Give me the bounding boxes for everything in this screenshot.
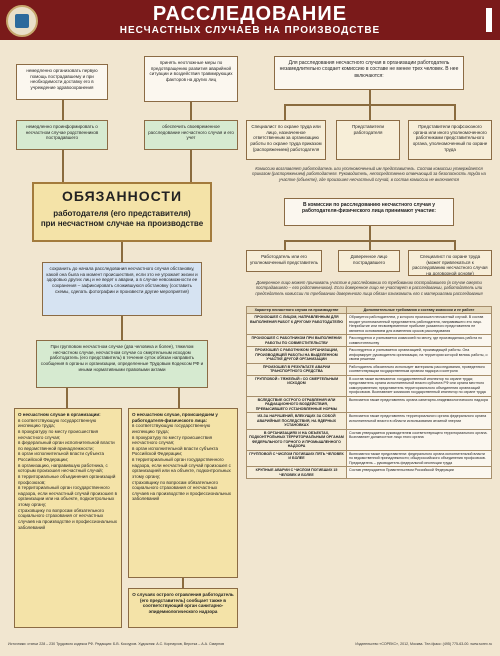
individual-notify-title: О несчастном случае, происшедшем у работодателя-физического лица: bbox=[132, 412, 218, 423]
table-cell: Состав утверждается руководителем соответствующего территориального органа. Возглавляет должностное лицо этого органа bbox=[347, 429, 492, 450]
table-cell: Образуется работодателем, у которого произошел несчастный случай. В состав входит уполномоченный представитель работодателя, направившего это лицо. Неприбытие или несвоевременное прибытие указанного представителя не является основанием для изменения сроков расследования bbox=[347, 314, 492, 335]
commission-intro: Для расследования несчастного случая в организации работодатель незамедлительно создает комиссию в составе не менее трех человек. В нее включаются: bbox=[274, 56, 464, 90]
table-cell: ИЗ-ЗА НАРУШЕНИЙ, ВЛЕКУЩИХ ЗА СОБОЙ АВАРИЙНЫЕ ПОСЛЕДСТВИЯ, НА ЯДЕРНЫХ УСТАНОВКАХ bbox=[247, 413, 347, 429]
member-trustee: Доверенное лицо пострадавшего bbox=[338, 250, 400, 272]
box-group-case: При групповом несчастном случае (два человека и более), тяжелом несчастном случае, несчастном случае со смертельным исходом работодатель (его представитель) в течение суток обязан направить сообщения в органы и организации, определенные Трудовым Кодексом РФ и иными нормативными правовыми актами bbox=[36, 340, 208, 388]
org-notify-item: в прокуратуру по месту происшествия несчастного случая; bbox=[18, 428, 99, 440]
box-poisoning-note: О случаях острого отравления работодатель (его представитель) сообщает также в соответствующий орган санитарно-эпидемиологического надзора bbox=[128, 588, 238, 628]
arrow bbox=[190, 102, 192, 120]
individual-notify-item: в соответствующую государственную инспекцию труда; bbox=[132, 423, 211, 434]
arrow bbox=[369, 90, 371, 104]
decor-bar bbox=[486, 8, 492, 32]
table-row bbox=[247, 314, 492, 335]
member-specialist: Специалист по охране труда (может привлекаться к расследованию несчастного случая на договорной основе) bbox=[408, 250, 492, 276]
individual-notify-item: в орган исполнительной власти субъекта Российской Федерации; bbox=[132, 445, 219, 457]
table-row bbox=[247, 450, 492, 466]
org-notify-title: О несчастном случае в организации: bbox=[18, 412, 101, 417]
table-cell: ПРОИЗОШЕЛ С РАБОТНИКОМ ПРИ ВЫПОЛНЕНИИ РАБОТЫ ПО СОВМЕСТИТЕЛЬСТВУ bbox=[247, 335, 347, 347]
right-column bbox=[244, 44, 494, 634]
org-notify-item: в территориальные объединения организаций профсоюзов; bbox=[18, 473, 116, 485]
individual-commission-intro: В комиссии по расследованию несчастного случая у работодателя-физического лица принимают участие: bbox=[284, 198, 454, 226]
table-cell: ГРУППОВОЙ С ЧИСЛОМ ПОГИБШИХ ПЯТЬ ЧЕЛОВЕК И БОЛЕЕ bbox=[247, 450, 347, 466]
table-cell: ГРУППОВОЙ • ТЯЖЕЛЫЙ • СО СМЕРТЕЛЬНЫМ ИСХОДОМ bbox=[247, 375, 347, 396]
table-cell: Работодатель обязательно использует материалы расследования, проведенного соответствующим государственным органом надзора и контроля bbox=[347, 363, 492, 375]
table-header-cell: Дополнительные требования к составу комиссии и ее работе bbox=[347, 307, 492, 314]
table-row bbox=[247, 429, 492, 450]
table-cell: Включается также представитель территориального органа федерального органа исполнительной власти в области использования атомной энергии bbox=[347, 413, 492, 429]
table-row bbox=[247, 335, 492, 347]
duties-box bbox=[32, 182, 212, 242]
arrow bbox=[121, 242, 123, 262]
arrow bbox=[284, 104, 286, 120]
left-column bbox=[6, 44, 238, 634]
box-first-aid: немедленно организовать первую помощь пострадавшему и при необходимости доставку его в учреждение здравоохранения bbox=[16, 64, 108, 100]
org-notify-item: в федеральный орган исполнительной власти по ведомственной принадлежности; bbox=[18, 440, 115, 451]
arrow bbox=[454, 104, 456, 120]
arrow bbox=[62, 150, 64, 182]
individual-notify-item: в прокуратуру по месту происшествия несчастного случая; bbox=[132, 434, 213, 446]
box-org-notify bbox=[14, 408, 122, 628]
page-title: РАССЛЕДОВАНИЕ bbox=[152, 3, 348, 25]
requirements-table bbox=[246, 306, 492, 479]
table-cell: ПРОИЗОШЕЛ С ЛИЦОМ, НАПРАВЛЕННЫМ ДЛЯ ВЫПОЛНЕНИЯ РАБОТ К ДРУГОМУ РАБОТОДАТЕЛЮ bbox=[247, 314, 347, 335]
table-row bbox=[247, 467, 492, 479]
table-cell: Включаются также представители: федерального органа исполнительной власти по ведомственной принадлежности; общероссийского объединения профсоюзов. Председатель – руководитель федеральной инспекции труда bbox=[347, 450, 492, 466]
box-inform-relatives: немедленно проинформировать о несчастном случае родственников пострадавшего bbox=[16, 120, 108, 150]
footer bbox=[0, 640, 500, 656]
arrow bbox=[369, 240, 371, 250]
footer-publisher: Издательство «СОРЕКС», 2012, Москва. Тел./факс: (495) 775-63-00. www.sorex.ru bbox=[355, 642, 492, 646]
individual-notify-item: страховщику по вопросам обязательного социального страхования от несчастных случаев на производстве и профессиональных заболеваний bbox=[132, 479, 232, 502]
table-row bbox=[247, 375, 492, 396]
footer-credits: Источники: статьи 228 – 230 Трудового кодекса РФ. Редакция: Б.В. Косоуров. Художник: А.С. Корнаухов, Верстка – А.А. Смирнов bbox=[8, 642, 224, 646]
arrow bbox=[454, 240, 456, 250]
member-safety-specialist: Специалист по охране труда или лицо, назначенное ответственным за организацию работы по охране труда приказом (распоряжением) работодателя bbox=[246, 120, 326, 160]
arrow bbox=[369, 104, 371, 120]
arrow bbox=[66, 388, 68, 408]
table-row bbox=[247, 363, 492, 375]
table-row bbox=[247, 413, 492, 429]
member-employer-reps: Представители работодателя bbox=[336, 120, 400, 160]
arrow bbox=[369, 226, 371, 240]
table-cell: Состав утверждается Правительством Российской Федерации bbox=[347, 467, 492, 479]
arrow bbox=[284, 240, 286, 250]
box-urgent-measures: принять неотложные меры по предотвращению развития аварийной ситуации и воздействия травмирующих факторов на других лиц bbox=[144, 56, 238, 102]
table-cell: ВСЛЕДСТВИЕ ОСТРОГО ОТРАВЛЕНИЯ ИЛИ РАДИАЦИОННОГО ВОЗДЕЙСТВИЯ, ПРЕВЫСИВШЕГО УСТАНОВЛЕННЫЕ НОРМЫ bbox=[247, 396, 347, 412]
table-cell: ПРОИЗОШЕЛ С РАБОТНИКОМ ОРГАНИЗАЦИИ, ПРОИЗВОДЯЩЕЙ РАБОТЫ НА ВЫДЕЛЕННОМ УЧАСТКЕ ДРУГОЙ ОРГАНИЗАЦИИ bbox=[247, 347, 347, 363]
table-cell: Расследуется и учитывается комиссией по месту, где производилась работа по совместительству bbox=[347, 335, 492, 347]
individual-notify-item: в территориальный орган государственного надзора, если несчастный случай произошел с организацией или на объекте, подконтрольных этому органу; bbox=[132, 457, 231, 479]
table-cell: В состав также включаются: государственный инспектор по охране труда; представитель органа исполнительной власти субъекта РФ или органа местного самоуправления; представитель территориального объединения организаций профсоюзов. Возглавляет комиссию государственный инспектор по охране труда bbox=[347, 375, 492, 396]
table-cell: В ОРГАНИЗАЦИЯХ И НА ОБЪЕКТАХ, ПОДКОНТРОЛЬНЫХ ТЕРРИТОРИАЛЬНЫМ ОРГАНАМ ФЕДЕРАЛЬНОГО ГОРНОГО И ПРОМЫШЛЕННОГО НАДЗОРА bbox=[247, 429, 347, 450]
org-notify-item: в территориальный орган государственного надзора, если несчастный случай произошел в организации или на объекте, подконтрольных этому органу; bbox=[18, 485, 118, 507]
box-preserve-scene: сохранить до начала расследования несчастного случая обстановку, какой она была на момент происшествия, если это не угрожает жизни и здоровью других лиц и не ведет к аварии, а в случае невозможности ее сохранения – зафиксировать сложившуюся обстановку (составить схемы, сделать фотографии и произвести другие мероприятия) bbox=[42, 262, 202, 316]
header bbox=[0, 0, 500, 40]
table-cell: КРУПНЫЕ АВАРИИ С ЧИСЛОМ ПОГИБШИХ 15 ЧЕЛОВЕК И БОЛЕЕ bbox=[247, 467, 347, 479]
box-individual-notify bbox=[128, 408, 238, 578]
arrow bbox=[178, 388, 180, 408]
org-notify-item: страховщику по вопросам обязательного социального страхования от несчастных случаев на производстве и профессиональных заболеваний bbox=[18, 507, 118, 530]
org-notify-item: в организацию, направившую работника, с которым произошел несчастный случай; bbox=[18, 462, 108, 474]
commission-note: Комиссию возглавляет работодатель или уполномоченный им представитель. Состав комиссии утверждается приказом (распоряжением) работодателя. Руководитель, непосредственно отвечающий за безопасность труда на участке (объекте), где произошел несчастный случай, в состав комиссии не включается bbox=[252, 166, 486, 182]
arrow bbox=[190, 150, 192, 182]
trustee-note: Доверенное лицо может принимать участие в расследовании по требованию пострадавшего (в случае смерти пострадавшего – его родственников). Если доверенное лицо не участвует в расследовании, работодатель или председатель комиссии по требованию доверенного лица обязан ознакомить его с материалами расследования bbox=[255, 280, 483, 296]
duties-line2: при несчастном случае на производстве bbox=[40, 218, 204, 228]
table-cell: ПРОИЗОШЕЛ В РЕЗУЛЬТАТЕ АВАРИИ ТРАНСПОРТНОГО СРЕДСТВА bbox=[247, 363, 347, 375]
arrow bbox=[121, 316, 123, 340]
member-union-reps: Представители профсоюзного органа или иного уполномоченного работниками представительного органа, уполномоченный по охране труда bbox=[408, 120, 492, 160]
table-row bbox=[247, 347, 492, 363]
arrow bbox=[182, 578, 184, 588]
table-cell: Расследуется и учитывается организацией, производящей работы. Она информирует руководителя организации, на территории которой велись работы, о своем решении bbox=[347, 347, 492, 363]
member-employer: Работодатель или его уполномоченный представитель bbox=[246, 250, 322, 272]
box-investigation: обеспечить своевременное расследование несчастного случая и его учет bbox=[144, 120, 238, 150]
org-notify-item: в соответствующую государственную инспекцию труда; bbox=[18, 417, 97, 429]
arrow bbox=[62, 100, 64, 120]
duties-title: ОБЯЗАННОСТИ bbox=[61, 188, 183, 204]
table-header bbox=[247, 307, 492, 314]
org-notify-item: в орган исполнительной власти субъекта Российской Федерации; bbox=[18, 451, 105, 462]
duties-line1: работодателя (его представителя) bbox=[53, 208, 191, 218]
table-row bbox=[247, 396, 492, 412]
table-header-cell: Характер несчастного случая на производстве bbox=[247, 307, 347, 314]
page-subtitle: НЕСЧАСТНЫХ СЛУЧАЕВ НА ПРОИЗВОДСТВЕ bbox=[119, 25, 381, 36]
table-cell: Включается также представитель органа санитарно-эпидемиологического надзора bbox=[347, 396, 492, 412]
